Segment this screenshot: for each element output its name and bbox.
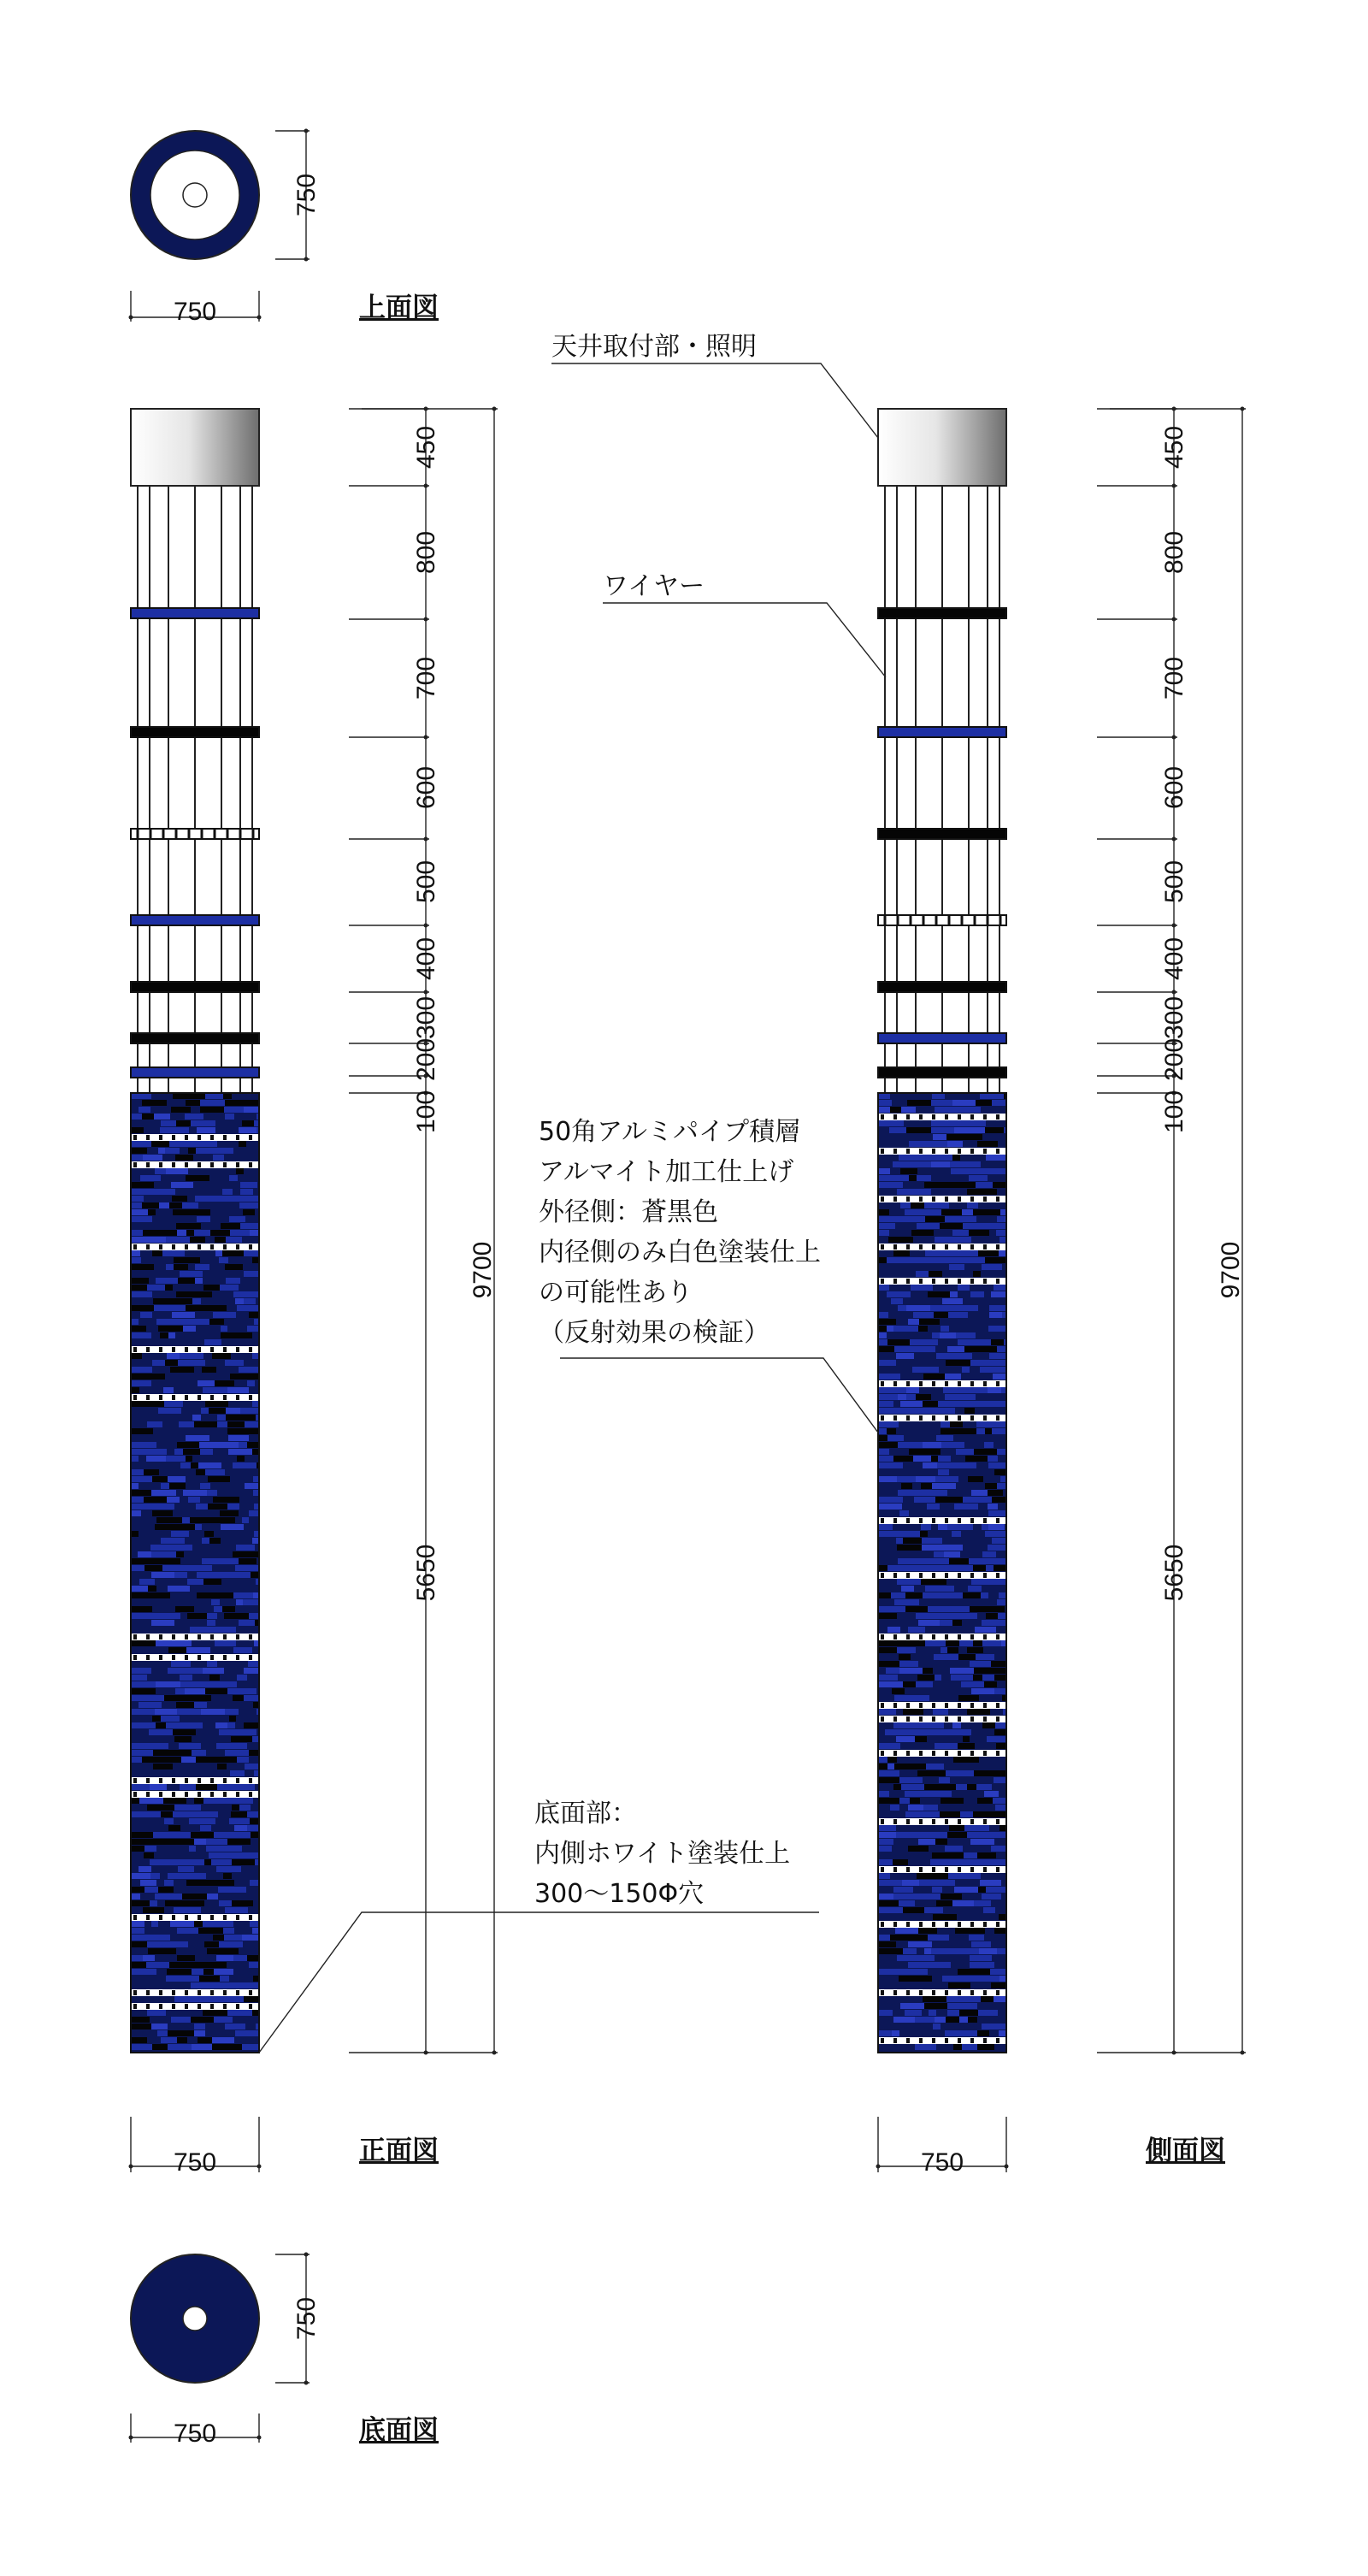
callout-ceiling bbox=[551, 332, 878, 438]
callout-pipe-line-4: 内径側のみ白色塗装仕上 bbox=[539, 1238, 821, 1267]
side-dimension-chain bbox=[1097, 407, 1246, 2055]
bottom-view-width-dim: 750 bbox=[173, 2419, 217, 2448]
ring-band bbox=[878, 727, 1006, 737]
front-view-title: 正面図 bbox=[359, 2136, 439, 2166]
dim-label-segment: 700 bbox=[412, 656, 440, 700]
dim-label-segment: 100 bbox=[412, 1090, 440, 1134]
bottom-view-height-dim: 750 bbox=[292, 2296, 321, 2341]
dim-label-segment: 500 bbox=[412, 860, 440, 904]
ring-band bbox=[131, 1067, 259, 1078]
top-view-height-dim: 750 bbox=[292, 173, 321, 217]
dim-label-segment: 700 bbox=[1160, 656, 1188, 700]
ring-band bbox=[131, 727, 259, 737]
dim-label-segment: 200 bbox=[412, 1037, 440, 1082]
callout-pipe-line-6: （反射効果の検証） bbox=[539, 1318, 770, 1348]
callout-base-line-2: 内側ホワイト塗装仕上 bbox=[534, 1839, 791, 1869]
dim-label-segment: 200 bbox=[1160, 1037, 1188, 1082]
ring-band bbox=[131, 1033, 259, 1043]
callout-pipe-line-2: アルマイト加工仕上げ bbox=[539, 1157, 794, 1187]
side-elevation bbox=[876, 407, 1247, 2177]
side-view-title: 側面図 bbox=[1146, 2136, 1225, 2166]
callout-ceiling-label: 天井取付部・照明 bbox=[551, 332, 757, 362]
front-dimension-chain bbox=[349, 407, 498, 2055]
ring-band bbox=[131, 982, 259, 992]
callout-pipe-line-3: 外径側：蒼黒色 bbox=[539, 1197, 718, 1227]
dim-label-segment: 450 bbox=[412, 425, 440, 470]
front-ceiling-cap bbox=[131, 409, 259, 486]
bottom-view-center-hole bbox=[183, 2307, 207, 2331]
dim-label-segment: 300 bbox=[412, 996, 440, 1040]
callout-pipe-line-1: 50角アルミパイプ積層 bbox=[539, 1117, 801, 1147]
side-ceiling-cap bbox=[878, 409, 1006, 486]
ring-band bbox=[878, 1033, 1006, 1043]
top-view-center-hole bbox=[183, 183, 207, 207]
callout-base bbox=[259, 1799, 819, 2053]
dim-label-segment: 400 bbox=[1160, 936, 1188, 981]
dim-label-total: 9700 bbox=[1217, 1241, 1245, 1299]
callout-base-line-3: 300〜150Φ穴 bbox=[534, 1879, 705, 1909]
side-width-dim: 750 bbox=[920, 2148, 964, 2177]
dim-label-total: 9700 bbox=[469, 1241, 497, 1299]
bottom-view bbox=[129, 2253, 439, 2449]
ring-band bbox=[878, 829, 1006, 839]
callout-base-line-1: 底面部： bbox=[534, 1799, 637, 1829]
ring-band bbox=[878, 1067, 1006, 1078]
dim-label-segment: 600 bbox=[412, 765, 440, 810]
dim-label-segment: 800 bbox=[1160, 530, 1188, 575]
top-view bbox=[129, 129, 439, 327]
ring-band bbox=[131, 915, 259, 925]
ring-band bbox=[878, 982, 1006, 992]
front-width-dim: 750 bbox=[173, 2148, 217, 2177]
dim-label-segment: 400 bbox=[412, 936, 440, 981]
dim-label-body: 5650 bbox=[1160, 1544, 1188, 1602]
front-elevation bbox=[129, 407, 498, 2177]
dim-label-segment: 100 bbox=[1160, 1090, 1188, 1134]
callout-pipe bbox=[539, 1117, 878, 1433]
callout-wire-label: ワイヤー bbox=[603, 571, 705, 601]
callout-pipe-line-5: の可能性あり bbox=[539, 1278, 693, 1308]
dim-label-segment: 450 bbox=[1160, 425, 1188, 470]
top-view-width-dim: 750 bbox=[173, 298, 217, 326]
ring-band bbox=[131, 608, 259, 618]
dim-label-body: 5650 bbox=[412, 1544, 440, 1602]
bottom-view-title: 底面図 bbox=[359, 2415, 439, 2446]
callout-wire bbox=[603, 571, 886, 677]
dim-label-segment: 800 bbox=[412, 530, 440, 575]
ring-band bbox=[878, 608, 1006, 618]
dim-label-segment: 300 bbox=[1160, 996, 1188, 1040]
top-view-title: 上面図 bbox=[359, 292, 439, 323]
dim-label-segment: 600 bbox=[1160, 765, 1188, 810]
dim-label-segment: 500 bbox=[1160, 860, 1188, 904]
